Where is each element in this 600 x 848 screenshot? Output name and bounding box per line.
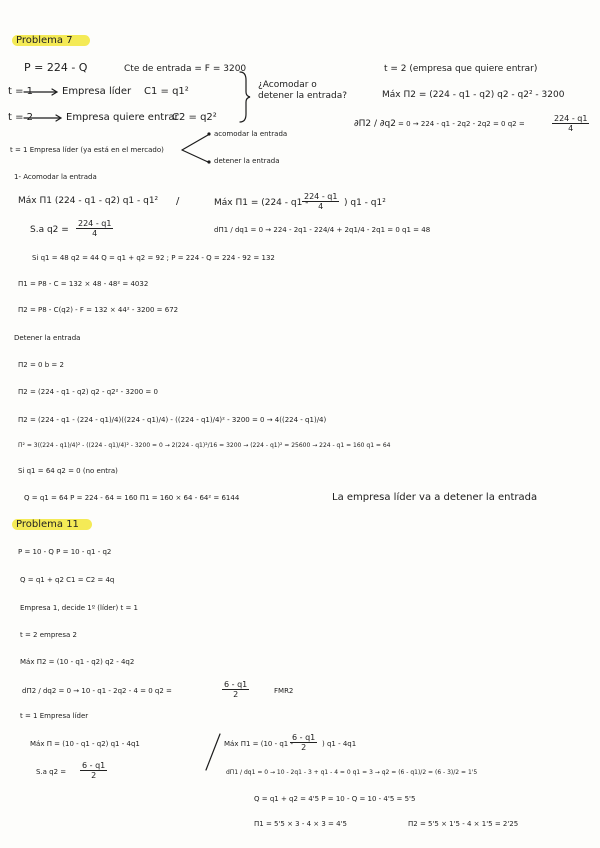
p11-max-pi1: Máx Π = (10 - q1 - q2) q1 - 4q1 (30, 740, 140, 748)
demand-equation: P = 224 - Q (24, 61, 88, 74)
problem-7-title: Problema 7 (12, 35, 90, 46)
p11-sa: S.a q2 = (36, 768, 67, 776)
deriv-pi2: ∂Π2 / ∂q2 (354, 119, 396, 129)
max-pi1-b: Máx Π1 = (224 - q1 - (214, 198, 309, 208)
p11-max-pi1b-end: ) q1 - 4q1 (322, 740, 357, 748)
sa1-num: 224 - q1 (78, 219, 112, 228)
p11-max-pi1b-den: 2 (301, 743, 307, 752)
cost-2: C2 = q2² (172, 112, 217, 123)
p11-br-num: 6 - q1 (224, 680, 248, 689)
br2-den: 4 (568, 124, 574, 133)
t2-text: Empresa quiere entrar (66, 112, 179, 123)
pi2-squared: Π² = 3((224 - q1)/4)² - ((224 - q1)/4)² - 3200 = 0 → 2(224 - q1)²/16 = 3200 → (224 - q1)² = 25600 → 224 - q1 = 160 q1 = 64 (18, 442, 391, 449)
si2: Si q1 = 64 q2 = 0 (no entra) (18, 467, 118, 475)
t2-label: t = 2 (8, 112, 34, 123)
divider-stroke (206, 734, 220, 770)
p11-br-den: 2 (233, 690, 239, 699)
max-pi1-a: Máx Π1 (224 - q1 - q2) q1 - q1² (18, 196, 159, 206)
sa1: S.a q2 = (30, 225, 69, 235)
p11-t2: t = 2 empresa 2 (20, 631, 77, 639)
pi1-value: Π1 = P8 - C = 132 × 48 - 48² = 4032 (18, 280, 149, 288)
p11-demand: P = 10 - Q P = 10 - q1 - q2 (18, 548, 112, 556)
pi2-zero: Π2 = 0 b = 2 (18, 361, 64, 369)
t1-text: Empresa líder (62, 86, 132, 97)
p11-fmr: FMR2 (274, 687, 294, 695)
max-pi1-b-num: 224 - q1 (304, 192, 338, 201)
entry-cost: Cte de entrada = F = 3200 (124, 64, 247, 74)
problem-11-title: Problema 11 (12, 519, 92, 530)
p11-max-pi1b: Máx Π1 = (10 - q1 - (224, 740, 293, 748)
section-deter: Detener la entrada (14, 334, 81, 342)
p11-foc2: dΠ2 / dq2 = 0 → 10 - q1 - 2q2 - 4 = 0 q2 = (22, 687, 172, 695)
br2-num: 224 - q1 (554, 114, 588, 123)
pi2-substituted: Π2 = (224 - q1 - (224 - q1)/4)((224 - q1)/4) - ((224 - q1)/4)² - 3200 = 0 → 4((224 - q1)/4) (18, 416, 327, 424)
option-deter: detener la entrada (214, 157, 280, 165)
max-pi2: Máx Π2 = (224 - q1 - q2) q2 - q2² - 3200 (382, 90, 565, 100)
p11-sa-num: 6 - q1 (82, 761, 106, 770)
branch-up (182, 135, 208, 150)
t1-line: t = 1 Empresa líder (ya está en el mercado) (10, 146, 164, 154)
t1-label: t = 1 (8, 86, 34, 97)
pi2-equation: Π2 = (224 - q1 - q2) q2 - q2² - 3200 = 0 (18, 388, 158, 396)
conclusion: La empresa líder va a detener la entrada (332, 492, 538, 503)
cost-1: C1 = q1² (144, 86, 189, 97)
p11-leader: Empresa 1, decide 1º (líder) t = 1 (20, 604, 138, 612)
brace (240, 72, 250, 122)
max-pi1-b-end: ) q1 - q1² (344, 198, 386, 208)
section-accommodate: 1- Acomodar la entrada (14, 173, 97, 181)
max-pi1-b-den: 4 (318, 202, 324, 211)
slash: / (176, 196, 180, 207)
p11-pi1: Π1 = 5'5 × 3 - 4 × 3 = 4'5 (254, 820, 347, 828)
branch-down (182, 150, 208, 162)
branch-dot-down (208, 161, 210, 163)
option-accommodate: acomodar la entrada (214, 130, 288, 138)
p11-q-result: Q = q1 + q2 = 4'5 P = 10 - Q = 10 - 4'5 = 5'5 (254, 795, 416, 803)
question-line-2: detener la entrada? (258, 91, 347, 101)
branch-dot-up (208, 133, 210, 135)
t2-right-label: t = 2 (empresa que quiere entrar) (384, 64, 538, 74)
p11-quantity: Q = q1 + q2 C1 = C2 = 4q (20, 576, 115, 584)
p11-max-pi2: Máx Π2 = (10 - q1 - q2) q2 - 4q2 (20, 658, 135, 666)
deriv-pi2-rest: = 0 → 224 - q1 - 2q2 - 2q2 = 0 q2 = (398, 120, 525, 128)
p11-max-pi1b-num: 6 - q1 (292, 733, 316, 742)
si1: Si q1 = 48 q2 = 44 Q = q1 + q2 = 92 ; P = 224 - Q = 224 - 92 = 132 (32, 254, 275, 262)
result-line: Q = q1 = 64 P = 224 - 64 = 160 Π1 = 160 × 64 - 64² = 6144 (24, 494, 240, 502)
sa1-den: 4 (92, 229, 98, 238)
p11-t1: t = 1 Empresa líder (20, 712, 89, 720)
question-line-1: ¿Acomodar o (258, 80, 317, 90)
p11-foc1: dΠ1 / dq1 = 0 → 10 - 2q1 - 3 + q1 - 4 = 0 q1 = 3 → q2 = (6 - q1)/2 = (6 - 3)/2 = 1'5 (226, 769, 478, 776)
p11-pi2: Π2 = 5'5 × 1'5 - 4 × 1'5 = 2'25 (408, 820, 519, 828)
pi2-value: Π2 = P8 - C(q2) - F = 132 × 44² - 3200 = 672 (18, 306, 179, 314)
foc1: dΠ1 / dq1 = 0 → 224 - 2q1 - 224/4 + 2q1/4 - 2q1 = 0 q1 = 48 (214, 226, 431, 234)
p11-sa-den: 2 (91, 771, 97, 780)
